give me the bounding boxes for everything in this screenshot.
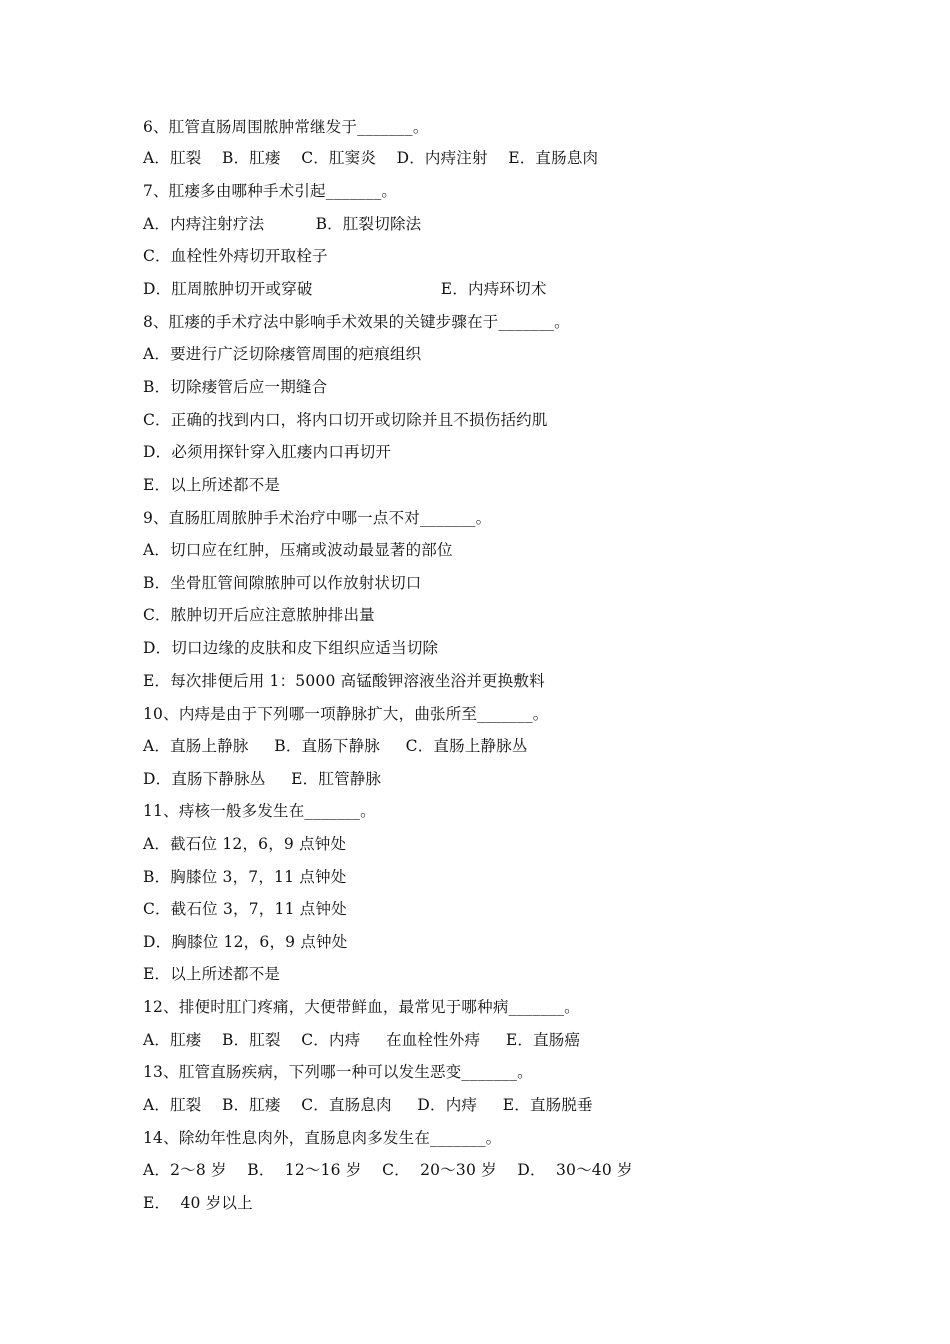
question-11: 11、痔核一般多发生在_______。	[143, 802, 376, 820]
question-11-option-a: A．截石位 12，6，9 点钟处	[143, 835, 347, 853]
question-11-option-d: D．胸膝位 12，6，9 点钟处	[143, 933, 348, 951]
question-11-option-c: C．截石位 3，7，11 点钟处	[143, 900, 347, 918]
question-9-option-a: A．切口应在红肿，压痛或波动最显著的部位	[143, 541, 453, 559]
question-8-option-e: E．以上所述都不是	[143, 476, 281, 494]
question-7-options-ab: A．内痔注射疗法 B．肛裂切除法	[143, 215, 422, 233]
question-7-option-c: C．血栓性外痔切开取栓子	[143, 247, 328, 265]
question-7: 7、肛瘘多由哪种手术引起_______。	[143, 182, 398, 200]
question-10-options-de: D．直肠下静脉丛 E．肛管静脉	[143, 770, 382, 788]
question-8-option-b: B．切除瘘管后应一期缝合	[143, 378, 328, 396]
question-11-option-e: E．以上所述都不是	[143, 965, 281, 983]
question-8-option-a: A．要进行广泛切除瘘管周围的疤痕组织	[143, 345, 422, 363]
question-10: 10、内痔是由于下列哪一项静脉扩大，曲张所至_______。	[143, 705, 549, 723]
question-11-option-b: B．胸膝位 3，7，11 点钟处	[143, 868, 347, 886]
question-6: 6、肛管直肠周围脓肿常继发于_______。	[143, 118, 429, 136]
question-14-options-abcd: A．2～8 岁 B． 12～16 岁 C． 20～30 岁 D． 30～40 岁	[143, 1161, 633, 1179]
question-9-option-e: E．每次排便后用 1：5000 高锰酸钾溶液坐浴并更换敷料	[143, 672, 545, 690]
question-10-options-abc: A．直肠上静脉 B．直肠下静脉 C．直肠上静脉丛	[143, 737, 528, 755]
question-7-options-de: D．肛周脓肿切开或穿破 E．内痔环切术	[143, 280, 547, 298]
question-9: 9、直肠肛周脓肿手术治疗中哪一点不对_______。	[143, 509, 492, 527]
question-8: 8、肛瘘的手术疗法中影响手术效果的关键步骤在于_______。	[143, 313, 570, 331]
question-14-option-e: E． 40 岁以上	[143, 1194, 253, 1212]
question-9-option-b: B．坐骨肛管间隙脓肿可以作放射状切口	[143, 574, 422, 592]
question-9-option-d: D．切口边缘的皮肤和皮下组织应适当切除	[143, 639, 439, 657]
question-8-option-c: C．正确的找到内口，将内口切开或切除并且不损伤括约肌	[143, 411, 548, 429]
question-13: 13、肛管直肠疾病，下列哪一种可以发生恶变_______。	[143, 1063, 533, 1081]
question-9-option-c: C．脓肿切开后应注意脓肿排出量	[143, 606, 375, 624]
question-12-options: A．肛瘘 B．肛裂 C．内痔 在血栓性外痔 E．直肠癌	[143, 1031, 581, 1049]
question-8-option-d: D．必须用探针穿入肛瘘内口再切开	[143, 443, 392, 461]
question-6-options: A．肛裂 B．肛瘘 C．肛窦炎 D．内痔注射 E．直肠息肉	[143, 149, 599, 167]
question-13-options: A．肛裂 B．肛瘘 C．直肠息肉 D．内痔 E．直肠脱垂	[143, 1096, 593, 1114]
question-14: 14、除幼年性息肉外，直肠息肉多发生在_______。	[143, 1129, 502, 1147]
question-12: 12、排便时肛门疼痛，大便带鲜血，最常见于哪种病_______。	[143, 998, 580, 1016]
